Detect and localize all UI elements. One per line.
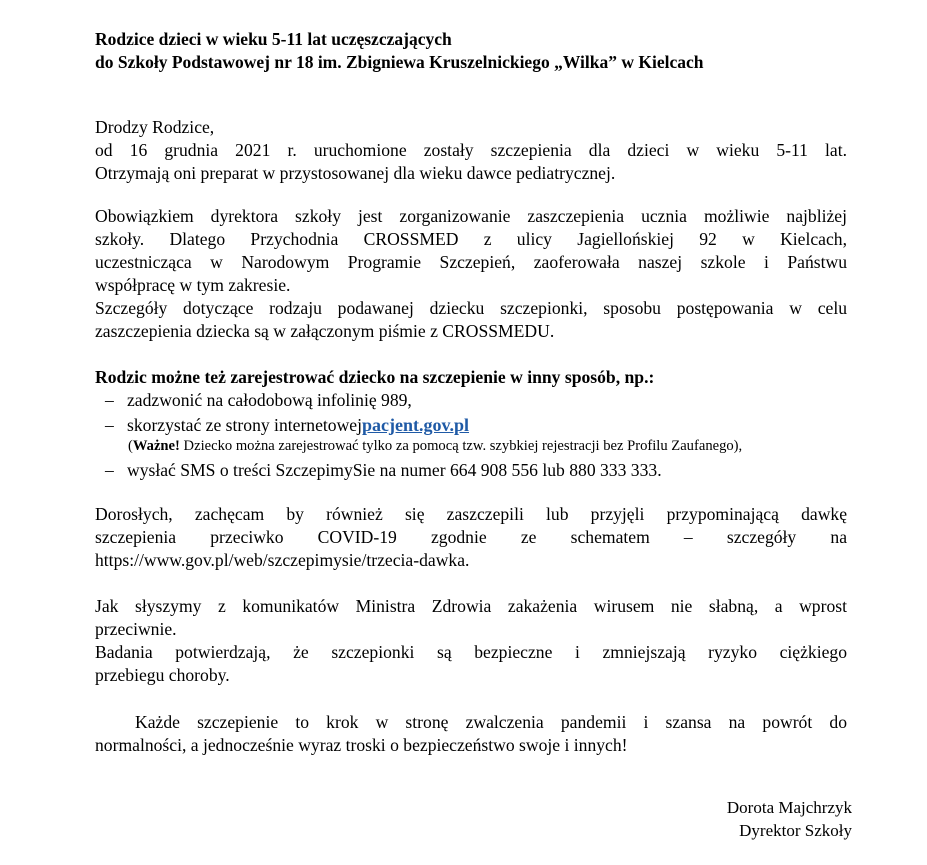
header-line-2: do Szkoły Podstawowej nr 18 im. Zbigniewa Kruszelnickiego „Wilka” w Kielcach: [95, 52, 704, 72]
director-duty-line-2: szkoły. Dlatego Przychodnia CROSSMED z ulicy Jagiellońskiej 92 w Kielcach,: [95, 229, 847, 249]
list-item: [105, 459, 845, 482]
registration-heading: Rodzic możne też zarejestrować dziecko na szczepienie w inny sposób, np.:: [95, 367, 655, 387]
signature-title: Dyrektor Szkoły: [739, 821, 852, 840]
list-item-text: skorzystać ze strony internetowej: [127, 415, 362, 435]
greeting: Drodzy Rodzice,: [95, 117, 215, 137]
dash-bullet-icon: –: [105, 390, 114, 410]
intro-paragraph: [95, 116, 847, 185]
adults-paragraph: [95, 503, 847, 572]
signature-block: [600, 796, 852, 842]
header-line-1: Rodzice dzieci w wieku 5-11 lat uczęszczających: [95, 29, 452, 49]
note-paren: (: [128, 438, 133, 454]
ministry-paragraph: [95, 595, 847, 687]
closing-line-1: Każde szczepienie to krok w stronę zwalczenia pandemii i szansa na powrót do: [135, 712, 847, 732]
registration-list: [105, 389, 845, 482]
adults-line-2: szczepienia przeciwko COVID-19 zgodnie ze schematem – szczegóły na: [95, 527, 847, 547]
details-line-1: Szczegóły dotyczące rodzaju podawanej dziecku szczepionki, sposobu postępowania w celu: [95, 298, 847, 318]
details-line-2: zaszczepienia dziecka są w załączonym piśmie z CROSSMEDU.: [95, 321, 555, 341]
list-item-text: wysłać SMS o treści SzczepimySie na numer 664 908 556 lub 880 333 333.: [127, 460, 662, 480]
note-text: Dziecko można zarejestrować tylko za pomocą tzw. szybkiej rejestracji bez Profilu Zaufanego),: [179, 438, 743, 454]
director-duty-line-3: uczestnicząca w Narodowym Programie Szczepień, zaoferowała naszej szkole i Państwu: [95, 252, 847, 272]
ministry-line-4: przebiegu choroby.: [95, 665, 230, 685]
registration-note: [105, 437, 845, 456]
ministry-line-2: przeciwnie.: [95, 619, 177, 639]
director-duty-line-1: Obowiązkiem dyrektora szkoły jest zorganizowanie zaszczepienia ucznia możliwie najbliżej: [95, 206, 847, 226]
intro-line-1: od 16 grudnia 2021 r. uruchomione zostały szczepienia dla dzieci w wieku 5-11 lat.: [95, 140, 847, 160]
ministry-line-3: Badania potwierdzają, że szczepionki są bezpieczne i zmniejszają ryzyko ciężkiego: [95, 642, 847, 662]
ministry-line-1: Jak słyszymy z komunikatów Ministra Zdrowia zakażenia wirusem nie słabną, a wprost: [95, 596, 847, 616]
list-item: [105, 414, 845, 437]
list-item: [105, 389, 845, 412]
adults-line-1: Dorosłych, zachęcam by również się zaszczepili lub przyjęli przypominającą dawkę: [95, 504, 847, 524]
director-duty-line-4: współpracę w tym zakresie.: [95, 275, 291, 295]
note-important-label: Ważne!: [132, 438, 180, 454]
dash-bullet-icon: –: [105, 415, 114, 435]
signature-name: Dorota Majchrzyk: [726, 798, 852, 817]
letter-header: [95, 28, 703, 74]
intro-line-2: Otrzymają oni preparat w przystosowanej dla wieku dawce pediatrycznej.: [95, 163, 616, 183]
list-item-text: zadzwonić na całodobową infolinię 989,: [127, 390, 412, 410]
director-duty-paragraph: [95, 205, 847, 343]
closing-paragraph: [95, 711, 847, 757]
pacjent-gov-link[interactable]: pacjent.gov.pl: [362, 415, 470, 435]
dash-bullet-icon: –: [105, 460, 114, 480]
closing-line-2: normalności, a jednocześnie wyraz troski o bezpieczeństwo swoje i innych!: [95, 735, 628, 755]
adults-url: https://www.gov.pl/web/szczepimysie/trzecia-dawka.: [95, 550, 470, 570]
